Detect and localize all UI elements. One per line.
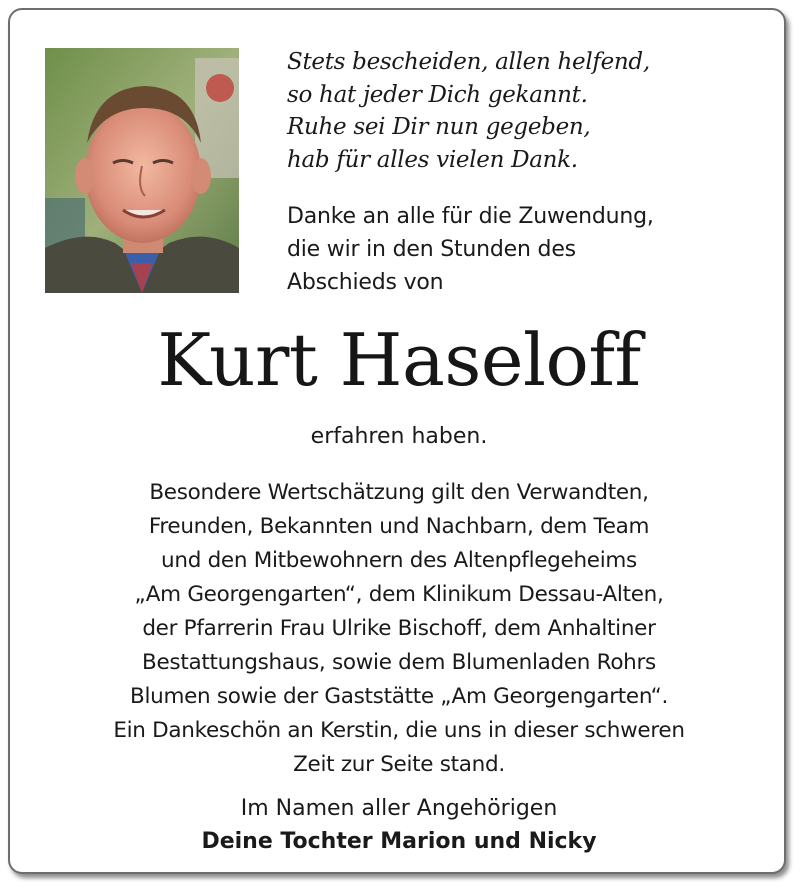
signature-intro: Im Namen aller Angehörigen [240,796,558,821]
body-line: Blumen sowie der Gaststätte „Am Georgengarten“. [130,684,668,709]
signature [10,792,788,858]
poem-line: Ruhe sei Dir nun gegeben, [287,114,591,140]
body-line: der Pfarrerin Frau Ulrike Bischoff, dem Anhaltiner [142,616,656,641]
portrait-photo [45,48,239,293]
body-line: Freunden, Bekannten und Nachbarn, dem Team [148,514,650,539]
after-name-text: erfahren haben. [310,424,488,449]
poem [287,46,757,176]
poem-line: hab für alles vielen Dank. [287,146,578,173]
portrait-photo-image [45,48,239,293]
body-line: Zeit zur Seite stand. [293,752,505,777]
thanks-intro [287,200,757,299]
acknowledgement-text [10,476,788,782]
thanks-line: Danke an alle für die Zuwendung, [287,204,654,229]
body-line: „Am Georgengarten“, dem Klinikum Dessau-Alten, [134,582,664,607]
body-line: Bestattungshaus, sowie dem Blumenladen Rohrs [142,650,656,675]
obituary-card [8,8,786,874]
body-line: Besondere Wertschätzung gilt den Verwandten, [149,480,649,505]
body-line: Ein Dankeschön an Kerstin, die uns in dieser schweren [113,718,685,743]
signature-names: Deine Tochter Marion und Nicky [201,829,597,854]
poem-line: so hat jeder Dich gekannt. [287,81,588,108]
body-line: und den Mitbewohnern des Altenpflegeheims [161,548,637,573]
poem-line: Stets bescheiden, allen helfend, [287,49,650,75]
deceased-name: Kurt Haseloff [157,318,641,402]
thanks-line: Abschieds von [287,270,444,295]
thanks-line: die wir in den Stunden des [287,237,576,262]
